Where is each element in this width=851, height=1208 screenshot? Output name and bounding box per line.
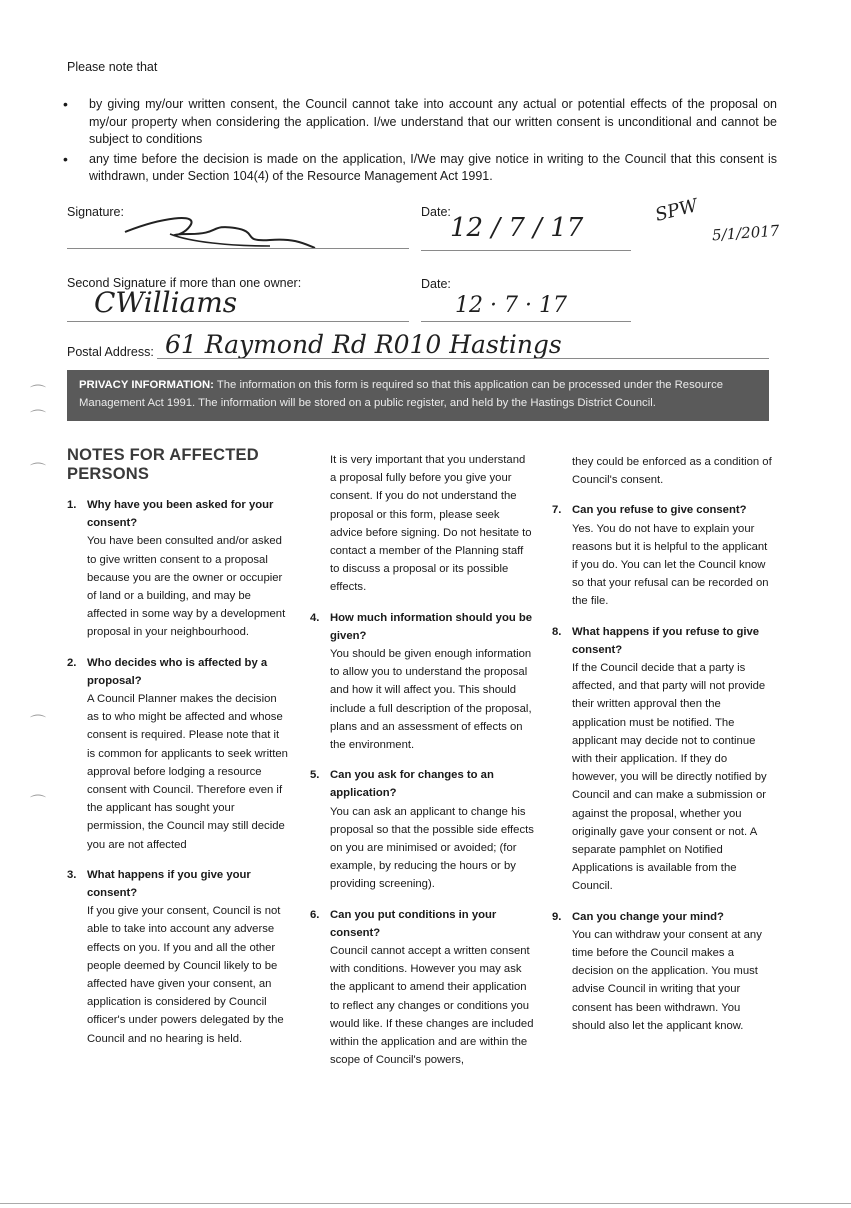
page-bottom-edge	[0, 1203, 851, 1204]
note-item	[552, 908, 774, 1035]
note-number: 6.	[310, 908, 320, 921]
note-answer: You have been consulted and/or asked to give written consent to a proposal because you are the owner or occupier of land or a building, and may be affected in some way by a development proposal in your neighbourhood.	[87, 535, 286, 639]
date-value: 12 / 7 / 17	[450, 213, 584, 243]
note-answer: If you give your consent, Council is not able to take into account any adverse effects on you. If you and all the other people deemed by Council likely to be affected have given your consent, an application is considered by Council officer's under powers delegated by the Council and no hearing is held.	[87, 905, 284, 1045]
note-answer: Council cannot accept a written consent with conditions. However you may ask the applicant to amend their application to reflect any changes or conditions you would like. If these changes are included within the application and are within the scope of Council's powers,	[330, 945, 534, 1067]
note-answer: You should be given enough information to allow you to understand the proposal and how it will affect you. This should include a full description of the proposal, plans and an assessment of effects on the environment.	[330, 648, 532, 752]
note-item	[67, 496, 289, 642]
scan-hole-mark: ⌒	[30, 795, 47, 812]
note-question: Can you refuse to give consent?	[572, 504, 747, 517]
signature-line	[67, 248, 409, 249]
second-date-line	[421, 321, 631, 322]
scan-hole-mark: ⌒	[30, 715, 47, 732]
note-item	[67, 654, 289, 854]
condition-bullet: • by giving my/our written consent, the Council cannot take into account any actual or potential effects of the proposal on my/our property when considering the application. I/we understand that our written consent is unconditional and cannot be subject to conditions	[67, 96, 777, 149]
notes-column-1	[67, 446, 289, 1060]
staff-annotation-date: 5/1/2017	[711, 221, 780, 245]
notes-column-3	[552, 453, 774, 1047]
notes-title: NOTES FOR AFFECTED PERSONS	[67, 446, 259, 483]
postal-address-line	[157, 358, 769, 359]
date-label: Date:	[421, 205, 451, 219]
note-item	[310, 609, 534, 755]
note-item	[552, 501, 774, 610]
note-number: 7.	[552, 504, 562, 517]
note-question: What happens if you refuse to give consent?	[572, 625, 760, 656]
second-signature-label: Second Signature if more than one owner:	[67, 276, 302, 290]
note-answer: If the Council decide that a party is affected, and that party will not provide their written approval then the application must be notified. The applicant may decide not to continue with their application. If they do however, you will be directly notified by Council and can make a submission or against the proposal, whether you originally gave your consent or not. A separate pamphlet on Notified Applications is available from the Council.	[572, 662, 767, 893]
note-number: 2.	[67, 656, 77, 669]
privacy-heading: PRIVACY INFORMATION:	[79, 379, 214, 391]
second-date-value: 12 · 7 · 17	[455, 293, 567, 318]
note-number: 3.	[67, 868, 77, 881]
note-number: 4.	[310, 611, 320, 624]
note-item	[310, 766, 534, 893]
privacy-text: The information on this form is required so that this application can be processed under the Resource Management Act 1991. The information will be stored on a public register, and held by the Hastings District Council.	[79, 379, 724, 409]
signature-label: Signature:	[67, 205, 124, 219]
signature-scribble	[120, 204, 320, 252]
note-answer: You can ask an applicant to change his proposal so that the possible side effects on you are minimised or avoided; (for example, by reducing the hours or by providing screening).	[330, 805, 534, 891]
scan-hole-mark: ⌒	[30, 410, 47, 427]
note-question: Why have you been asked for your consent?	[87, 499, 274, 530]
note-item-continued	[552, 453, 774, 489]
date-line	[421, 250, 631, 251]
note-question: What happens if you give your consent?	[87, 868, 251, 900]
second-date-label: Date:	[421, 277, 451, 291]
notes-column-2	[310, 451, 534, 1082]
note-item-continued	[310, 451, 534, 597]
second-signature-value: CWilliams	[94, 286, 238, 319]
note-number: 9.	[552, 910, 562, 923]
privacy-information-banner	[67, 370, 769, 421]
note-question: Can you change your mind?	[572, 910, 724, 923]
note-answer: A Council Planner makes the decision as to who might be affected and whose consent is required. Please note that it is common for applicants to seek written approval before lodging a resource consent with Council. Therefore even if the applicant has sought your permission, the Council may still decide you are not affected	[87, 693, 288, 851]
note-number: 5.	[310, 769, 320, 782]
note-question: Can you ask for changes to an application?	[330, 769, 494, 800]
note-item	[67, 866, 289, 1048]
scan-hole-mark: ⌒	[30, 463, 47, 480]
note-answer: Yes. You do not have to explain your reasons but it is helpful to the applicant if you do. You can let the Council know so that your refusal can be recorded on the file.	[572, 522, 769, 608]
note-item	[552, 623, 774, 896]
staff-initials: SPW	[653, 195, 700, 226]
second-signature-line	[67, 321, 409, 322]
note-question: Who decides who is affected by a proposal?	[87, 656, 268, 687]
intro-text: Please note that	[67, 60, 158, 74]
postal-address-value: 61 Raymond Rd R010 Hastings	[165, 330, 562, 359]
note-number: 1.	[67, 499, 77, 511]
consent-conditions-list	[67, 96, 777, 188]
scan-hole-mark: ⌒	[30, 385, 47, 402]
postal-address-label: Postal Address:	[67, 345, 154, 359]
note-answer: It is very important that you understand a proposal fully before you give your consent. If you do not understand the proposal or this form, please seek advice before signing. Do not hesitate to contact a member of the Planning staff to discuss a proposal or its possible effects.	[330, 454, 532, 594]
note-question: Can you put conditions in your consent?	[330, 908, 497, 939]
note-item	[310, 906, 534, 1070]
note-answer: You can withdraw your consent at any time before the Council makes a decision on the application. You must advise Council in writing that your consent has been withdrawn. You should also let the applicant know.	[572, 928, 762, 1032]
note-number: 8.	[552, 625, 562, 638]
note-answer: they could be enforced as a condition of Council's consent.	[572, 456, 772, 487]
note-question: How much information should you be given?	[330, 611, 533, 642]
condition-bullet: • any time before the decision is made on the application, I/We may give notice in writing to the Council that this consent is withdrawn, under Section 104(4) of the Resource Management Act 1991.	[67, 151, 777, 186]
